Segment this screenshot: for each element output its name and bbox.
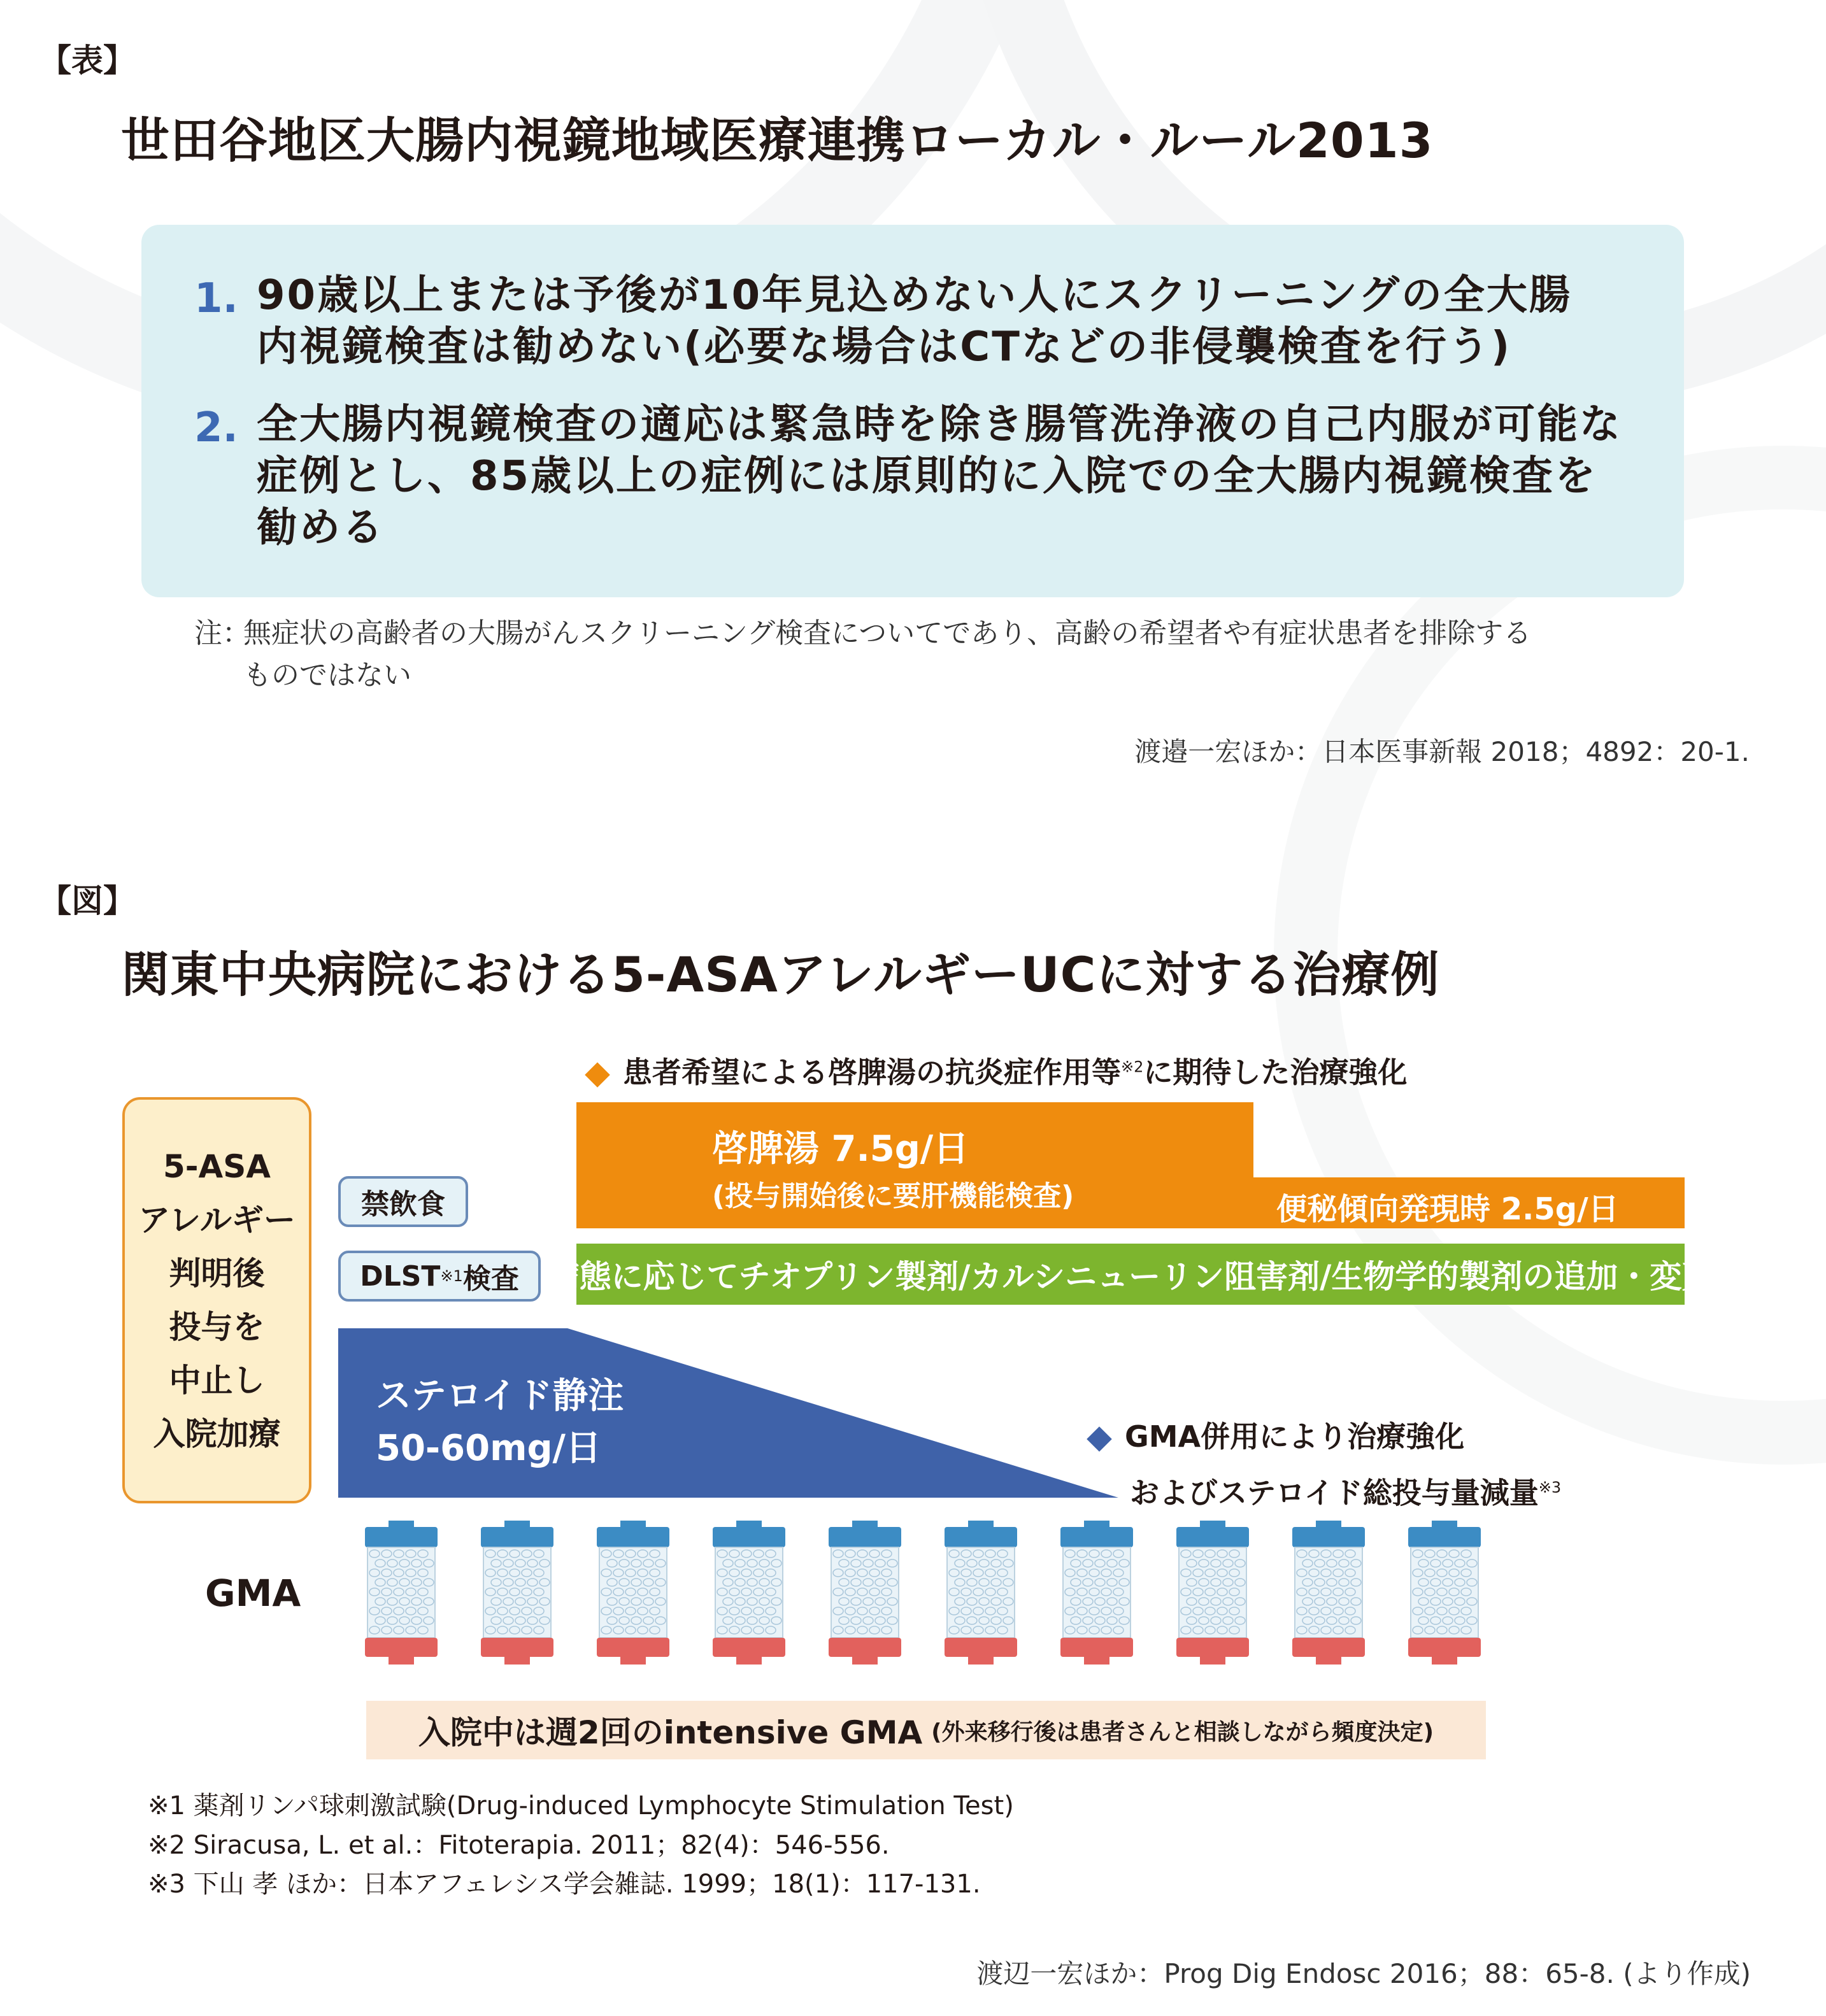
note-label: 注： (194, 617, 250, 650)
gma-strip-main: 入院中は週2回のintensive GMA (418, 1714, 923, 1751)
left-box-line: 5-ASA (163, 1148, 271, 1185)
gma-column-icon (592, 1521, 674, 1667)
dlst-label: DLST (360, 1260, 441, 1293)
left-box-line: 入院加療 (153, 1416, 281, 1452)
gma-note-footnote-mark: ※3 (1538, 1479, 1562, 1496)
note-text (243, 613, 1531, 697)
gma-column-icon (476, 1521, 559, 1667)
gma-schedule-strip (366, 1701, 1486, 1759)
footnote-3: ※3 下山 孝 ほか：日本アフェレシス学会雑誌. 1999；18(1)：117-131. (148, 1870, 981, 1899)
rule-2-line-2: 症例とし、85歳以上の症例には原則的に入院での全大腸内視鏡検査を (257, 453, 1598, 500)
orange-heading (585, 1049, 1407, 1091)
orange-heading-text: 患者希望による啓脾湯の抗炎症作用等 (623, 1055, 1121, 1090)
dlst-test-box (338, 1251, 541, 1302)
footnote-2: ※2 Siracusa, L. et al.：Fitoterapia. 2011；82(4)：546-556. (148, 1831, 890, 1860)
blue-diamond-icon (1087, 1426, 1112, 1452)
rule-1-line-1: 90歳以上または予後が10年見込めない人にスクリーニングの全大腸 (257, 272, 1572, 319)
gma-note-line-2: およびステロイド総投与量減量 (1130, 1475, 1539, 1510)
keihito-dose: 啓脾湯 7.5g/日 (712, 1128, 969, 1170)
note-line-1: 無症状の高齢者の大腸がんスクリーニング検査についてであり、高齢の希望者や有症状患者を排除する (243, 617, 1532, 650)
rule-2-line-3: 勧める (257, 504, 385, 551)
gma-note-line-1: GMA併用により治療強化 (1125, 1419, 1465, 1454)
fasting-box: 禁飲食 (338, 1176, 468, 1227)
footnote-1: ※1 薬剤リンパ球刺激試験(Drug-induced Lymphocyte Stimulation Test) (148, 1791, 1014, 1821)
left-box-line: アレルギー (138, 1202, 296, 1239)
figure-citation: 渡辺一宏ほか：Prog Dig Endosc 2016；88：65-8. (より作成) (976, 1958, 1751, 1989)
rule-number-2: 2. (194, 404, 238, 451)
table-bracket-label: 【表】 (39, 42, 135, 79)
gma-column-icon (1403, 1521, 1486, 1667)
left-box-line: 判明後 (169, 1255, 265, 1292)
orange-heading-suffix: に期待した治療強化 (1143, 1055, 1408, 1090)
add-therapy-bar: 病態に応じてチオプリン製剤/カルシニューリン阻害剤/生物学的製剤の追加・変更 (576, 1244, 1685, 1305)
gma-column-row (360, 1521, 1500, 1673)
gma-column-icon (1287, 1521, 1370, 1667)
dlst-suffix: 検査 (462, 1263, 519, 1295)
figure-bracket-label: 【図】 (39, 883, 135, 919)
rule-number-1: 1. (194, 275, 238, 322)
dlst-footnote-mark: ※1 (440, 1267, 463, 1285)
rule-2-line-1: 全大腸内視鏡検査の適応は緊急時を除き腸管洗浄液の自己内服が可能な (257, 401, 1622, 448)
figure-title: 関東中央病院における5-ASAアレルギーUCに対する治療例 (121, 946, 1440, 1003)
rule-text-1 (257, 270, 1572, 373)
gma-strip-sub: (外来移行後は患者さんと相談しながら頻度決定) (931, 1719, 1434, 1745)
orange-heading-footnote-mark: ※2 (1121, 1058, 1144, 1076)
gma-note (1087, 1411, 1561, 1518)
steroid-label-line-2: 50-60mg/日 (376, 1428, 601, 1469)
gma-label: GMA (205, 1572, 301, 1615)
gma-column-icon (1171, 1521, 1254, 1667)
allergy-action-box (122, 1097, 311, 1503)
orange-diamond-icon (585, 1062, 610, 1088)
table-citation: 渡邉一宏ほか：日本医事新報 2018；4892：20-1. (1134, 736, 1750, 767)
gma-column-icon (708, 1521, 790, 1667)
left-box-line: 投与を (169, 1309, 265, 1345)
gma-column-icon (824, 1521, 906, 1667)
steroid-label-line-1: ステロイド静注 (376, 1375, 624, 1417)
note-line-2: ものではない (243, 659, 411, 692)
keihito-note: (投与開始後に要肝機能検査) (712, 1180, 1074, 1212)
left-box-line: 中止し (169, 1362, 265, 1399)
rule-1-line-2: 内視鏡検査は勧めない(必要な場合はCTなどの非侵襲検査を行う) (257, 323, 1512, 371)
gma-column-icon (360, 1521, 443, 1667)
gma-column-icon (1055, 1521, 1138, 1667)
rule-text-2 (257, 399, 1622, 554)
gma-column-icon (939, 1521, 1022, 1667)
constipation-dose: 便秘傾向発現時 2.5g/日 (1276, 1191, 1619, 1227)
table-title: 世田谷地区大腸内視鏡地域医療連携ローカル・ルール2013 (121, 112, 1434, 169)
